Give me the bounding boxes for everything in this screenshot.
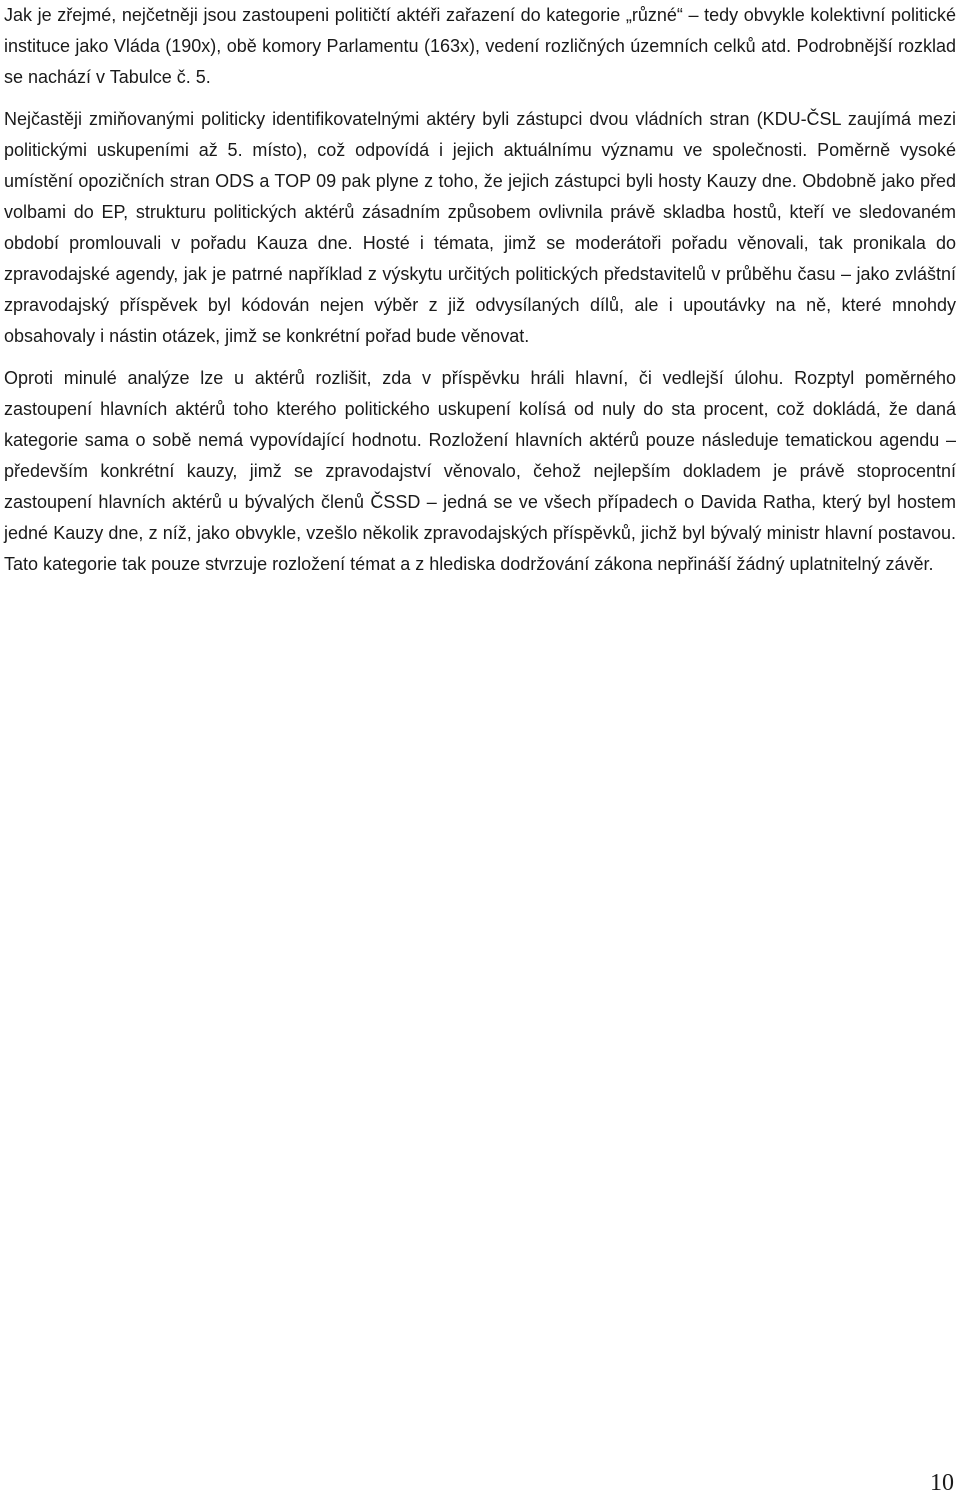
document-page — [4, 0, 956, 580]
paragraph-political-actors: Nejčastěji zmiňovanými politicky identifikovatelnými aktéry byli zástupci dvou vládních stran (KDU-ČSL zaujímá mezi politickými uskupeními až 5. místo), což odpovídá i jejich aktuálnímu významu ve společnosti. Poměrně vysoké umístění opozičních stran ODS a TOP 09 pak plyne z toho, že jejich zástupci byli hosty Kauzy dne. Obdobně jako před volbami do EP, strukturu politických aktérů zásadním způsobem ovlivnila právě skladba hostů, kteří ve sledovaném období promlouvali v pořadu Kauza dne. Hosté i témata, jimž se moderátoři pořadu věnovali, tak pronikala do zpravodajské agendy, jak je patrné například z výskytu určitých politických představitelů v průběhu času – jako zvláštní zpravodajský příspěvek byl kódován nejen výběr z již odvysílaných dílů, ale i upoutávky na ně, které mnohdy obsahovaly i nástin otázek, jimž se konkrétní pořad bude věnovat. — [4, 109, 956, 346]
page-number: 10 — [930, 1470, 954, 1496]
paragraph-actors-categories: Jak je zřejmé, nejčetněji jsou zastoupeni političtí aktéři zařazení do kategorie „různé“ – tedy obvykle kolektivní politické instituce jako Vláda (190x), obě komory Parlamentu (163x), vedení rozličných územních celků atd. Podrobnější rozklad se nachází v Tabulce č. 5. — [4, 5, 956, 87]
paragraph-main-actors: Oproti minulé analýze lze u aktérů rozlišit, zda v příspěvku hráli hlavní, či vedlejší úlohu. Rozptyl poměrného zastoupení hlavních aktérů toho kterého politického uskupení kolísá od nuly do sta procent, což dokládá, že daná kategorie sama o sobě nemá vypovídající hodnotu. Rozložení hlavních aktérů pouze následuje tematickou agendu – především konkrétní kauzy, jimž se zpravodajství věnovalo, čehož nejlepším dokladem je právě stoprocentní zastoupení hlavních aktérů u bývalých členů ČSSD – jedná se ve všech případech o Davida Ratha, který byl hostem jedné Kauzy dne, z níž, jako obvykle, vzešlo několik zpravodajských příspěvků, jichž byl bývalý ministr hlavní postavou. Tato kategorie tak pouze stvrzuje rozložení témat a z hlediska dodržování zákona nepřináší žádný uplatnitelný závěr. — [4, 368, 956, 574]
